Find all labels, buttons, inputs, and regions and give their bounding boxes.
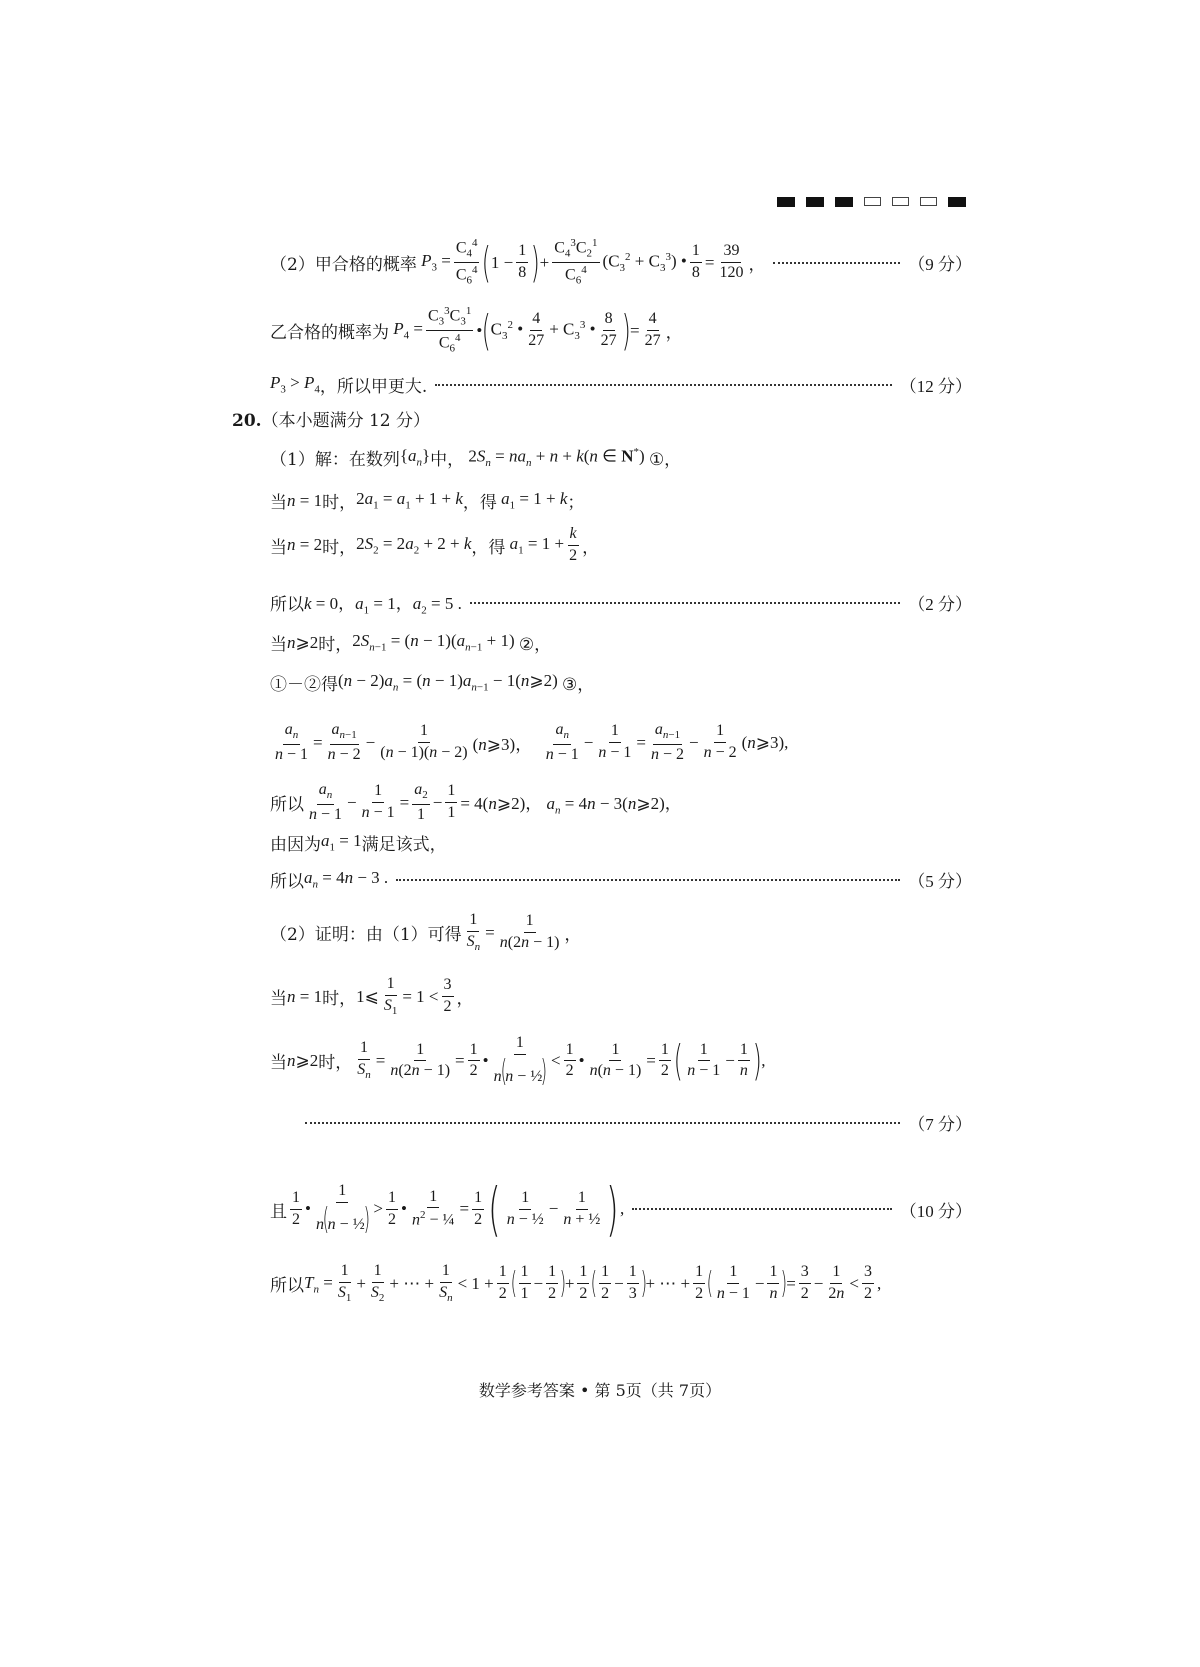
line-k: 所以 k = 0，$a_1 = 1$，$a_2 = 5$ . （2 分） (270, 594, 972, 617)
header-mark-filled (835, 197, 853, 207)
dot-leader (396, 879, 900, 881)
fraction: $\frac{C_4^4}{C_6^4}$ (455, 237, 478, 287)
line-p4: 乙合格的概率为 $P_4$ = $\frac{C_3^3C_3^1}{C_6^4}$ • ( $C_3^2$ • $\frac{4}{27}$ + $C_3^3$ • $\frac{8}{27}$ ) = $\frac{4}{27}$ ， (270, 305, 683, 355)
line-general-term: 所以 $\frac{a_n}{n - 1}$ − $\frac{1}{n - 1}$ = $\frac{a_2}{1}$ − $\frac{1}{1}$ = 4(n⩾2)， $a_n = 4n$ − 3(n⩾2)， (270, 781, 682, 823)
header-mark-filled (948, 197, 966, 207)
dot-leader (632, 1208, 891, 1210)
dot-leader (470, 602, 900, 604)
line-proof-n1: 当 n = 1 时， 1⩽ $\frac{1}{S_1}$ = 1 < $\frac{3}{2}$ ， (270, 975, 474, 1017)
header-mark-open (920, 197, 937, 206)
line-n2: 当 n = 2 时， $2S_2 = 2a_2 + 2 + k$ ，得 $a_1 = 1$ + $\frac{k}{2}$ ， (270, 525, 600, 564)
line-n-ge-2: 当 n⩾2 时， $2S_{n-1} = (n - 1)(a_{n-1} + 1)$ ②， (270, 631, 552, 655)
line-inequality: 且 $\frac{1}{2}$ • $\frac{1}{\text{n(n − ½)}}$ > $\frac{1}{2}$ • $\frac{1}{n^2 - \frac{1}{4}}$ = $\frac{1}{2}$ ( $\frac{1}{\text{n − ½}}$ − $\frac{1}{\text{n + ½}}$ ) , （10 分） (270, 1175, 972, 1243)
line-score-7: （7 分） (305, 1110, 972, 1135)
line-recurrence: $\frac{a_n}{n - 1}$ = $\frac{a_{n-1}}{n - 2}$ − $\frac{1}{(n - 1)(n - 2)}$ (n⩾3)， $\frac{a_n}{n - 1}$ − $\frac{1}{n - 1}$ = $\frac{a_{n-1}}{n - 2}$ − $\frac{1}{n - 2}$ (n⩾3), (275, 721, 789, 763)
formula: $P_3$ = (421, 251, 451, 274)
line-n1: 当 n = 1 时， $2a_1 = a_1 + 1 + k$ ，得 $a_1 = 1 + k$ ； (270, 489, 585, 513)
line-subtract: ①－②得 $(n - 2)a_n = (n - 1)a_{n-1}$ − 1(n⩾2) ③， (270, 671, 595, 695)
dot-leader (773, 262, 900, 264)
dot-leader (305, 1122, 900, 1124)
line-def: （1）解：在数列 $\{a_n\}$ 中， $2S_n = na_n + n + k(n$ ∈ N*) ①， (270, 445, 682, 470)
line-p3: （2）甲合格的概率 $P_3$ = $\frac{C_4^4}{C_6^4}$ ( 1 − $\frac{1}{8}$ ) + $\frac{C_4^3C_2^1}{C_6^4}$ $(C_3^2 + C_3^3)$ • $\frac{1}{8}$ = $\frac{39}{120}$ ， （9 分） (270, 237, 972, 287)
page-footer: 数学参考答案 • 第 5页（共 7页） (478, 1381, 722, 1400)
line-tn-sum: 所以 $T_n$ = $\frac{1}{S_1}$ + $\frac{1}{S_2}$ + ⋯ + $\frac{1}{S_n}$ < 1 + $\frac{1}{2}$ ( $\frac{1}{1}$ − $\frac{1}{2}$ ) + $\frac{1}{2}$ ( $\frac{1}{2}$ − $\frac{1}{3}$ ) + ⋯ + $\frac{1}{2}$ ( $\frac{1}{n - 1}$ − $\frac{1}{n}$ ) = $\frac{3}{2}$ − $\frac{1}{2n}$ < $\frac{3}{2}$ , (270, 1262, 882, 1304)
header-mark-open (892, 197, 909, 206)
dot-leader (435, 384, 891, 386)
header-mark-filled (806, 197, 824, 207)
line-proof-n-ge-2: 当 n⩾2 时， $\frac{1}{S_n}$ = $\frac{1}{n(2n - 1)}$ = $\frac{1}{2}$ • $\frac{1}{\text{n(n − ½)}}$ < $\frac{1}{2}$ • $\frac{1}{n(n - 1)}$ = $\frac{1}{2}$ ( $\frac{1}{n - 1}$ − $\frac{1}{n}$ ) , (270, 1034, 766, 1089)
line-compare: $P_3 > P_4$ ，所以甲更大. （12 分） (270, 373, 972, 397)
line-a1-check: 由因为 $a_1 = 1$ 满足该式， (270, 831, 447, 855)
question-heading: 20.（本小题满分 12 分） (232, 411, 431, 431)
line-proof-start: （2）证明：由（1）可得 $\frac{1}{S_n}$ = $\frac{1}{n(2n - 1)}$ ， (270, 911, 582, 953)
header-mark-filled (777, 197, 795, 207)
header-marks (777, 197, 977, 207)
line-an-result: 所以 $a_n = 4n - 3$ . （5 分） (270, 868, 972, 892)
score-label: （9 分） (908, 255, 972, 275)
text-label: （2）甲合格的概率 (270, 255, 417, 276)
header-mark-open (864, 197, 881, 206)
